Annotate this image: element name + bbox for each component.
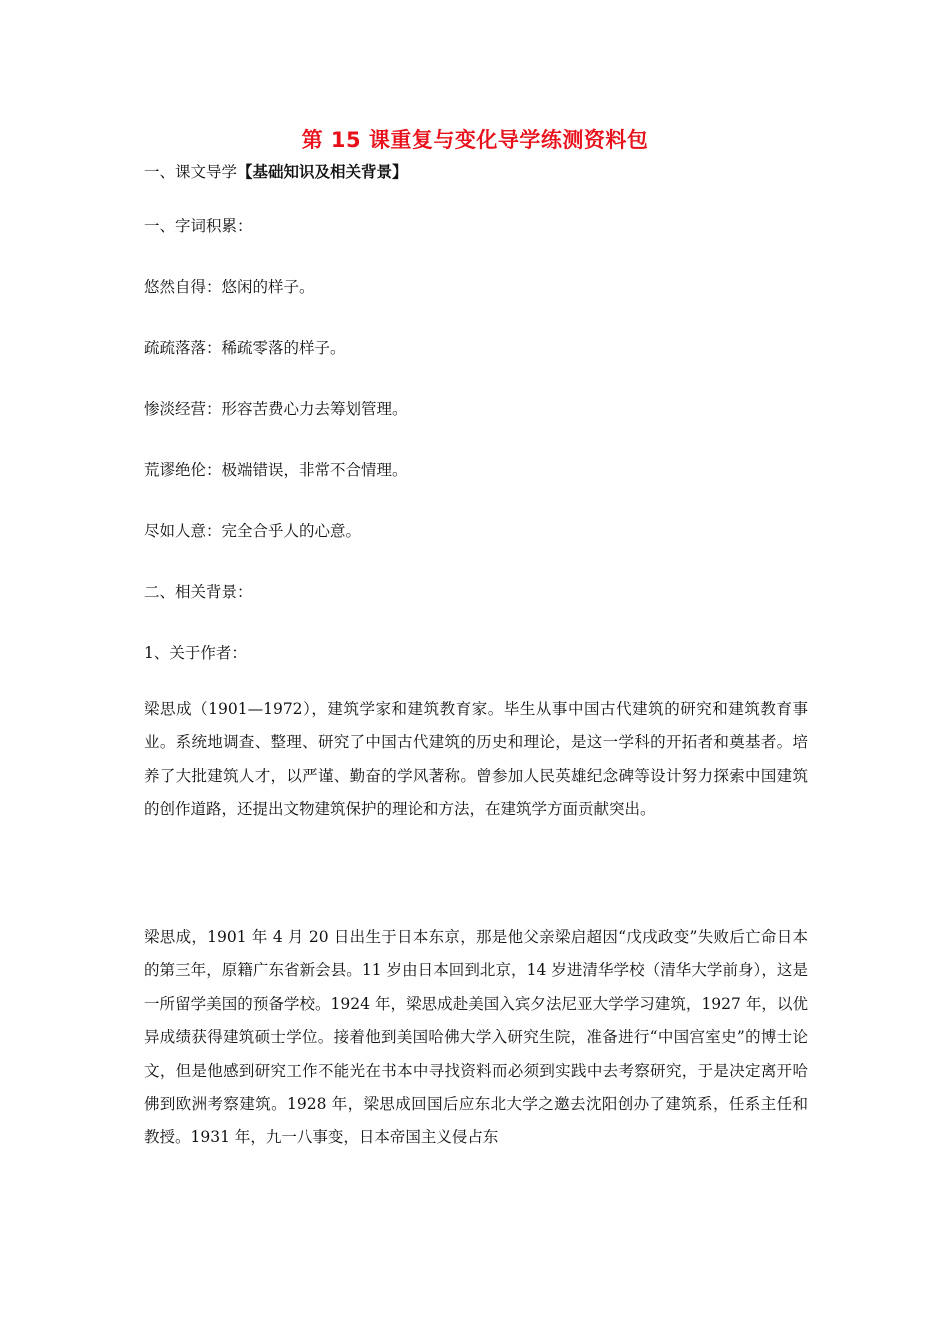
author-paragraph: 梁思成（1901—1972），建筑学家和建筑教育家。毕生从事中国古代建筑的研究和建筑教育事业。系统地调查、整理、研究了中国古代建筑的历史和理论，是这一学科的开拓者和奠基者。培养了大批建筑人才，以严谨、勤奋的学风著称。曾参加人民英雄纪念碑等设计努力探索中国建筑的创作道路，还提出文物建筑保护的理论和方法，在建筑学方面贡献突出。 <box>144 700 808 819</box>
vocab-heading: 一、字词积累： <box>144 217 253 235</box>
vocab-item: 悠然自得：悠闲的样子。 <box>144 278 315 296</box>
document-title: 第 15 课重复与变化导学练测资料包 <box>301 128 649 152</box>
section-heading-prefix: 一、课文导学 <box>144 163 238 181</box>
vocab-item: 尽如人意：完全合乎人的心意。 <box>144 522 362 540</box>
section-heading-bracket: 【基础知识及相关背景】 <box>237 162 408 181</box>
author-heading: 1、关于作者： <box>144 644 247 662</box>
vocab-item: 荒谬绝伦：极端错误，非常不合情理。 <box>144 461 408 479</box>
background-heading: 二、相关背景： <box>144 583 253 601</box>
vocab-item: 惨淡经营：形容苦费心力去筹划管理。 <box>144 400 408 418</box>
vocab-item: 疏疏落落：稀疏零落的样子。 <box>144 339 346 357</box>
biography-paragraph: 梁思成，1901 年 4 月 20 日出生于日本东京，那是他父亲梁启超因“戊戌政变”失败后亡命日本的第三年，原籍广东省新会县。11 岁由日本回到北京，14 岁进清华学校（清华大学前身），这是一所留学美国的预备学校。1924 年，梁思成赴美国入宾夕法尼亚大学学习建筑，1927 年，以优异成绩获得建筑硕士学位。接着他到美国哈佛大学入研究生院，准备进行“中国宫室史”的博士论文，但是他感到研究工作不能光在书本中寻找资料而必须到实践中去考察研究，于是决定离开哈佛到欧洲考察建筑。1928 年，梁思成回国后应东北大学之邀去沈阳创办了建筑系，任系主任和教授。1931 年，九一八事变，日本帝国主义侵占东 <box>144 928 808 1147</box>
section-heading <box>144 160 408 182</box>
